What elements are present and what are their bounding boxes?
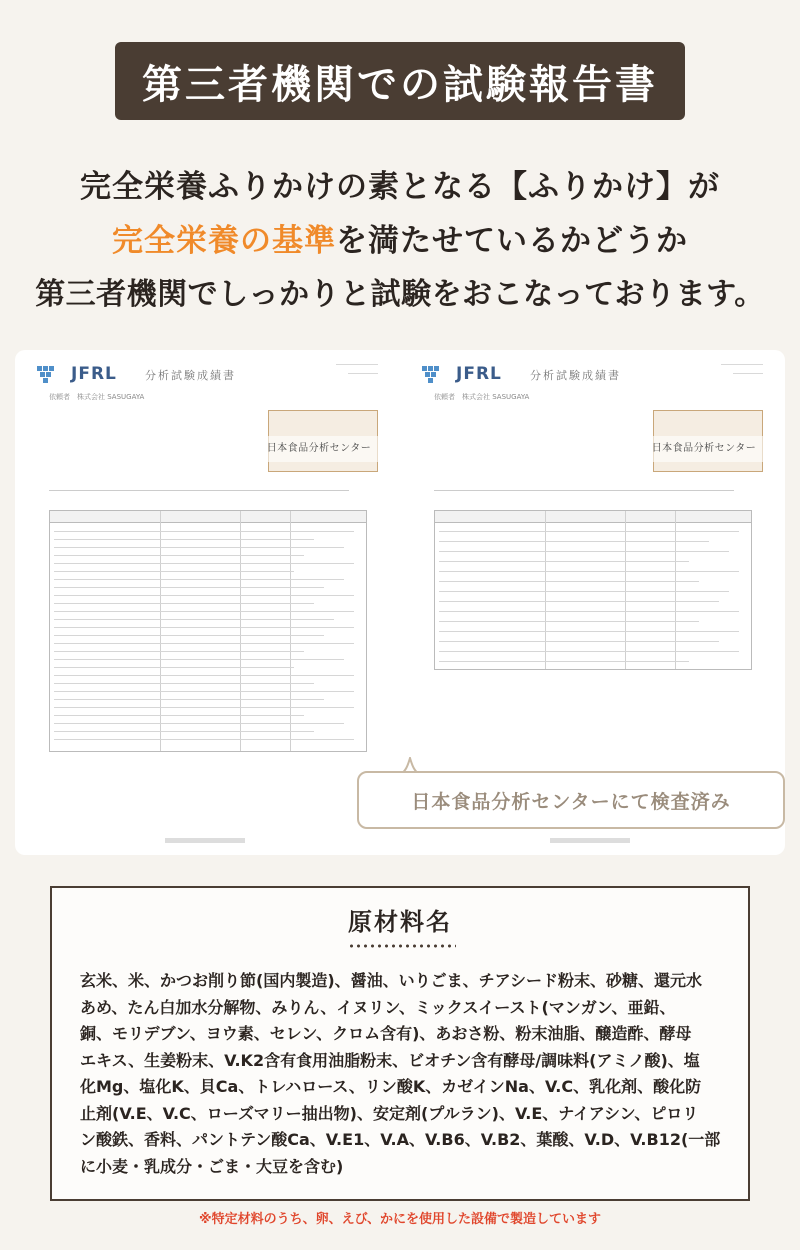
ingredients-line: 止剤(V.E、V.C、ローズマリー抽出物)、安定剤(プルラン)、V.E、ナイアシン、ピロリ: [80, 1103, 699, 1123]
ingredients-title: 原材料名: [348, 908, 452, 936]
jfrl-logo: [37, 364, 117, 384]
lab-name: 日本食品分析センター: [260, 436, 378, 462]
report-footer: [550, 838, 630, 843]
doc-number: ――――――― ―――――: [336, 361, 378, 377]
ingredients-line: 銅、モリデブン、ヨウ素、セレン、クロム含有)、あおさ粉、粉末油脂、醸造酢、酵母: [80, 1024, 692, 1043]
report-footer: [165, 838, 245, 843]
title-dotted-underline: [348, 944, 456, 948]
ingredients-line: に小麦・乳成分・ごま・大豆を含む): [80, 1156, 344, 1176]
ingredients-line: エキス、生姜粉末、V.K2含有食用油脂粉末、ビオチン含有酵母/調味料(アミノ酸)、塩: [80, 1050, 700, 1070]
ingredients-line: 化Mg、塩化K、貝Ca、トレハロース、リン酸K、カゼインNa、V.C、乳化剤、酸化防: [80, 1077, 702, 1096]
intro-line-2-rest: を満たせているかどうか: [336, 223, 688, 259]
client-label: 依頼者: [49, 393, 70, 401]
report-note-line: [49, 490, 349, 491]
ingredients-line: 玄米、米、かつお削り節(国内製造)、醤油、いりごま、チアシード粉末、砂糖、還元水: [80, 971, 702, 990]
ingredients-line: あめ、たん白加水分解物、みりん、イヌリン、ミックスイースト(マンガン、亜鉛、: [80, 997, 676, 1017]
doc-title: 分析試験成績書: [530, 369, 621, 382]
intro-line-2: [0, 214, 800, 268]
doc-number: ――――――― ―――――: [721, 361, 763, 377]
client-line: [434, 392, 529, 402]
report-note-line: [434, 490, 734, 491]
jfrl-logo-text: JFRL: [456, 364, 502, 384]
report-title-banner: 第三者機関での試験報告書: [115, 42, 685, 120]
allergen-footnote: ※特定材料のうち、卵、えび、かにを使用した設備で製造しています: [198, 1212, 602, 1227]
lab-name: 日本食品分析センター: [645, 436, 763, 462]
client-line: [49, 392, 144, 402]
results-table: [434, 510, 752, 670]
client-label: 依頼者: [434, 393, 455, 401]
ingredients-line: ン酸鉄、香料、パントテン酸Ca、V.E1、V.A、V.B6、V.B2、葉酸、V.D、V.B12(一部: [80, 1130, 721, 1149]
ingredients-box: [50, 886, 750, 1201]
inspected-callout: 日本食品分析センターにて検査済み: [357, 771, 785, 829]
intro-line-1: 完全栄養ふりかけの素となる【ふりかけ】が: [80, 169, 720, 205]
ingredients-list: [80, 968, 728, 1180]
client-name: 株式会社 SASUGAYA: [462, 393, 530, 401]
jfrl-logo: [422, 364, 502, 384]
doc-title: 分析試験成績書: [145, 369, 236, 382]
jfrl-logo-icon: [422, 364, 452, 384]
results-table: [49, 510, 367, 752]
intro-text: [0, 160, 800, 322]
report-sheet-1: [15, 350, 400, 855]
jfrl-logo-icon: [37, 364, 67, 384]
client-name: 株式会社 SASUGAYA: [77, 393, 145, 401]
intro-accent-phrase: 完全栄養の基準: [112, 223, 336, 259]
jfrl-logo-text: JFRL: [71, 364, 117, 384]
intro-line-3: 第三者機関でしっかりと試験をおこなっております。: [35, 277, 765, 312]
